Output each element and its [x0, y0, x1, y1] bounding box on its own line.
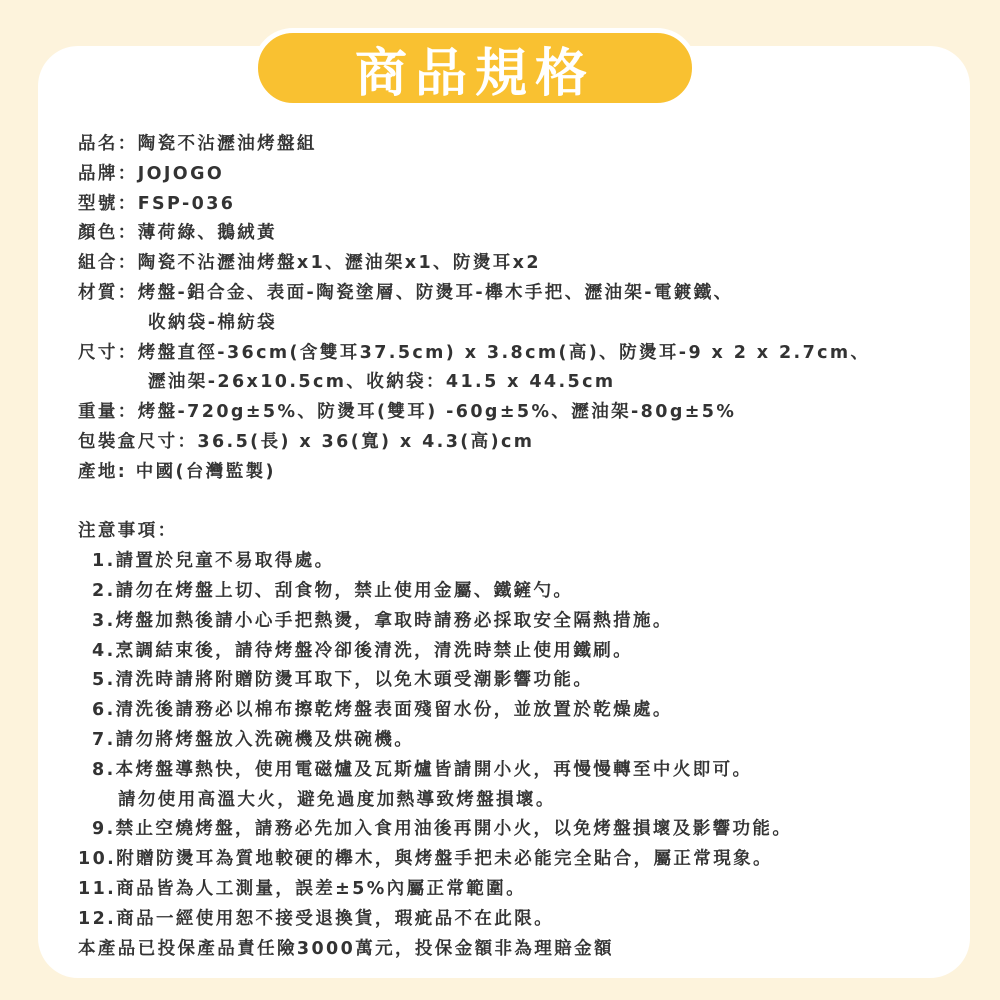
note-item: 5.清洗時請將附贈防燙耳取下，以免木頭受潮影響功能。 — [92, 670, 594, 691]
note-item: 8.本烤盤導熱快，使用電磁爐及瓦斯爐皆請開小火，再慢慢轉至中火即可。 — [92, 759, 753, 780]
note-item: 9.禁止空燒烤盤，請務必先加入食用油後再開小火，以免烤盤損壞及影響功能。 — [92, 819, 793, 840]
note-item: 2.請勿在烤盤上切、刮食物，禁止使用金屬、鐵鏟勺。 — [92, 580, 574, 601]
insurance-note: 本產品已投保產品責任險3000萬元，投保金額非為理賠金額 — [78, 938, 614, 959]
note-item: 7.請勿將烤盤放入洗碗機及烘碗機。 — [92, 729, 415, 750]
note-item: 11.商品皆為人工測量，誤差±5%內屬正常範圍。 — [78, 878, 526, 899]
spec-set: 組合：陶瓷不沾瀝油烤盤x1、瀝油架x1、防燙耳x2 — [78, 253, 541, 274]
note-item-cont: 請勿使用高溫大火，避免過度加熱導致烤盤損壞。 — [118, 789, 556, 810]
spec-model: 型號：FSP-036 — [78, 193, 236, 214]
spec-material-cont: 收納袋-棉紡袋 — [148, 312, 278, 333]
spec-origin: 產地: 中國(台灣監製) — [78, 461, 276, 482]
spec-brand: 品牌：JOJOGO — [78, 163, 225, 184]
section-gap — [78, 488, 958, 518]
spec-box-size: 包裝盒尺寸：36.5(長) x 36(寬) x 4.3(高)cm — [78, 431, 535, 452]
spec-size-cont: 瀝油架-26x10.5cm、收納袋：41.5 x 44.5cm — [148, 372, 616, 393]
page-title: 商品規格 — [354, 43, 595, 104]
spec-weight: 重量：烤盤-720g±5%、防燙耳(雙耳) -60g±5%、瀝油架-80g±5% — [78, 402, 737, 423]
notes-heading: 注意事項： — [78, 521, 178, 542]
spec-content — [78, 130, 958, 964]
spec-size: 尺寸：烤盤直徑-36cm(含雙耳37.5cm) x 3.8cm(高)、防燙耳-9 x 2 x 2.7cm、 — [78, 342, 871, 363]
note-item: 4.烹調結束後，請待烤盤冷卻後清洗，清洗時禁止使用鐵刷。 — [92, 640, 634, 661]
spec-name: 品名：陶瓷不沾瀝油烤盤組 — [78, 134, 317, 154]
note-item: 10.附贈防燙耳為質地較硬的櫸木，與烤盤手把未必能完全貼合，屬正常現象。 — [78, 849, 773, 870]
title-banner — [253, 28, 697, 108]
spec-material: 材質：烤盤-鋁合金、表面-陶瓷塗層、防燙耳-櫸木手把、瀝油架-電鍍鐵、 — [78, 282, 734, 303]
note-item: 12.商品一經使用恕不接受退換貨，瑕疵品不在此限。 — [78, 908, 554, 929]
note-item: 1.請置於兒童不易取得處。 — [92, 551, 335, 572]
note-item: 3.烤盤加熱後請小心手把熱燙，拿取時請務必採取安全隔熱措施。 — [92, 610, 673, 631]
spec-color: 顏色：薄荷綠、鵝絨黃 — [78, 223, 277, 244]
note-item: 6.清洗後請務必以棉布擦乾烤盤表面殘留水份，並放置於乾燥處。 — [92, 700, 673, 721]
